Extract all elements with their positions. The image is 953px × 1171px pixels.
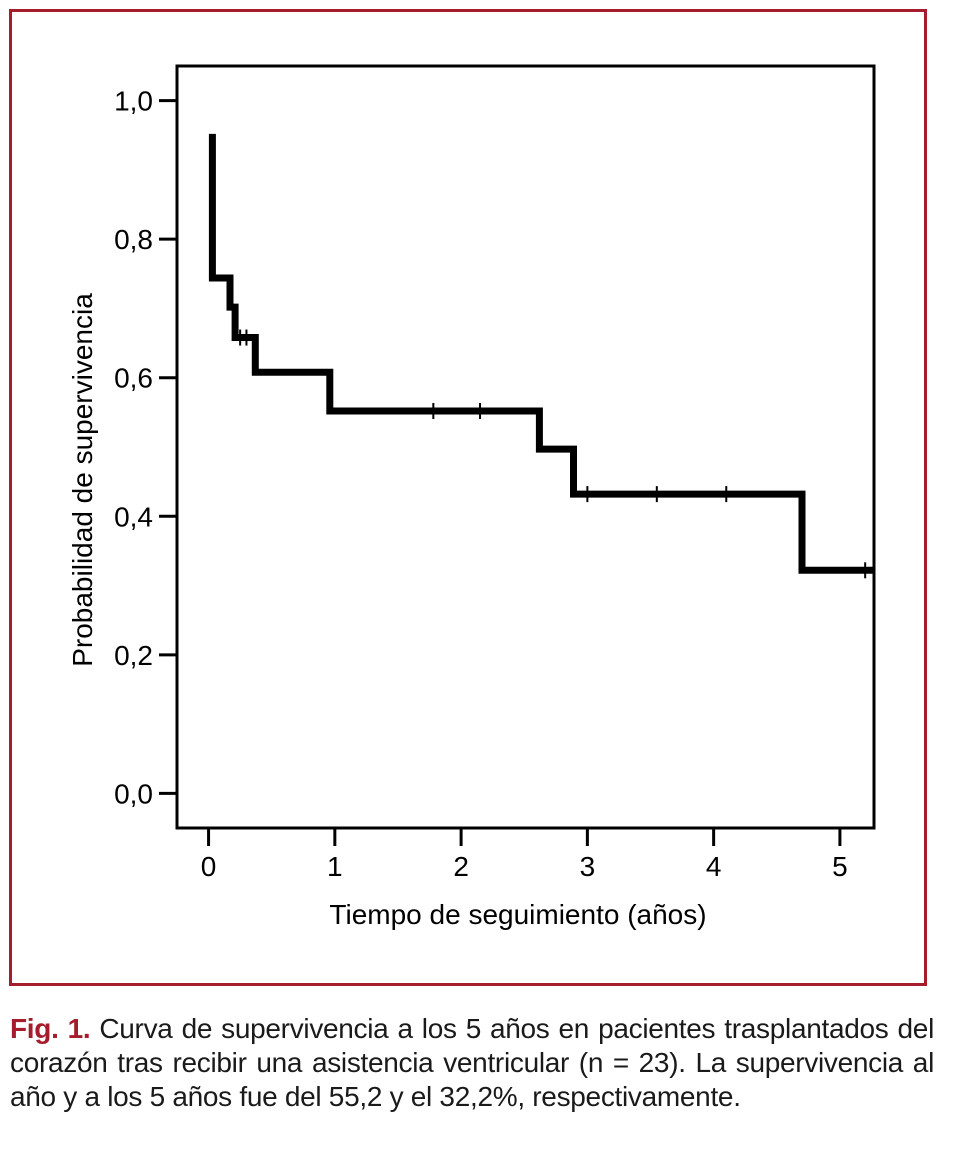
x-tick-label: 3 xyxy=(579,851,596,882)
x-tick-label: 5 xyxy=(832,851,848,882)
x-tick-label: 2 xyxy=(453,851,469,882)
y-tick-label: 0,4 xyxy=(114,501,153,533)
figure-caption xyxy=(10,1012,934,1114)
x-axis-ticks xyxy=(201,828,848,882)
survival-curve-layer xyxy=(212,134,874,570)
y-axis-label: Probabilidad de supervivencia xyxy=(67,293,98,667)
plot-area-border xyxy=(177,66,874,828)
y-tick-label: 0,0 xyxy=(114,778,153,810)
x-tick-label: 0 xyxy=(200,851,217,882)
censor-marks-layer xyxy=(240,330,865,579)
x-tick-label: 4 xyxy=(705,851,722,882)
x-axis-label: Tiempo de seguimiento (años) xyxy=(329,899,707,930)
y-tick-label: 0,8 xyxy=(114,224,153,256)
y-tick-label: 0,6 xyxy=(114,362,153,394)
caption-text: Curva de supervivencia a los 5 años en pacientes trasplantados del corazón tras recibir una asistencia ventricular (n = 23). La supervivencia al año y a los 5 años fue del 55,2 y el 32,2%, respectivamente. xyxy=(10,1013,934,1112)
y-axis-ticks xyxy=(114,86,177,810)
survival-curve xyxy=(212,134,874,570)
caption-label: Fig. 1. xyxy=(10,1013,91,1044)
x-tick-label: 1 xyxy=(327,851,343,882)
y-tick-label: 0,2 xyxy=(114,639,153,671)
y-tick-label: 1,0 xyxy=(114,85,153,117)
